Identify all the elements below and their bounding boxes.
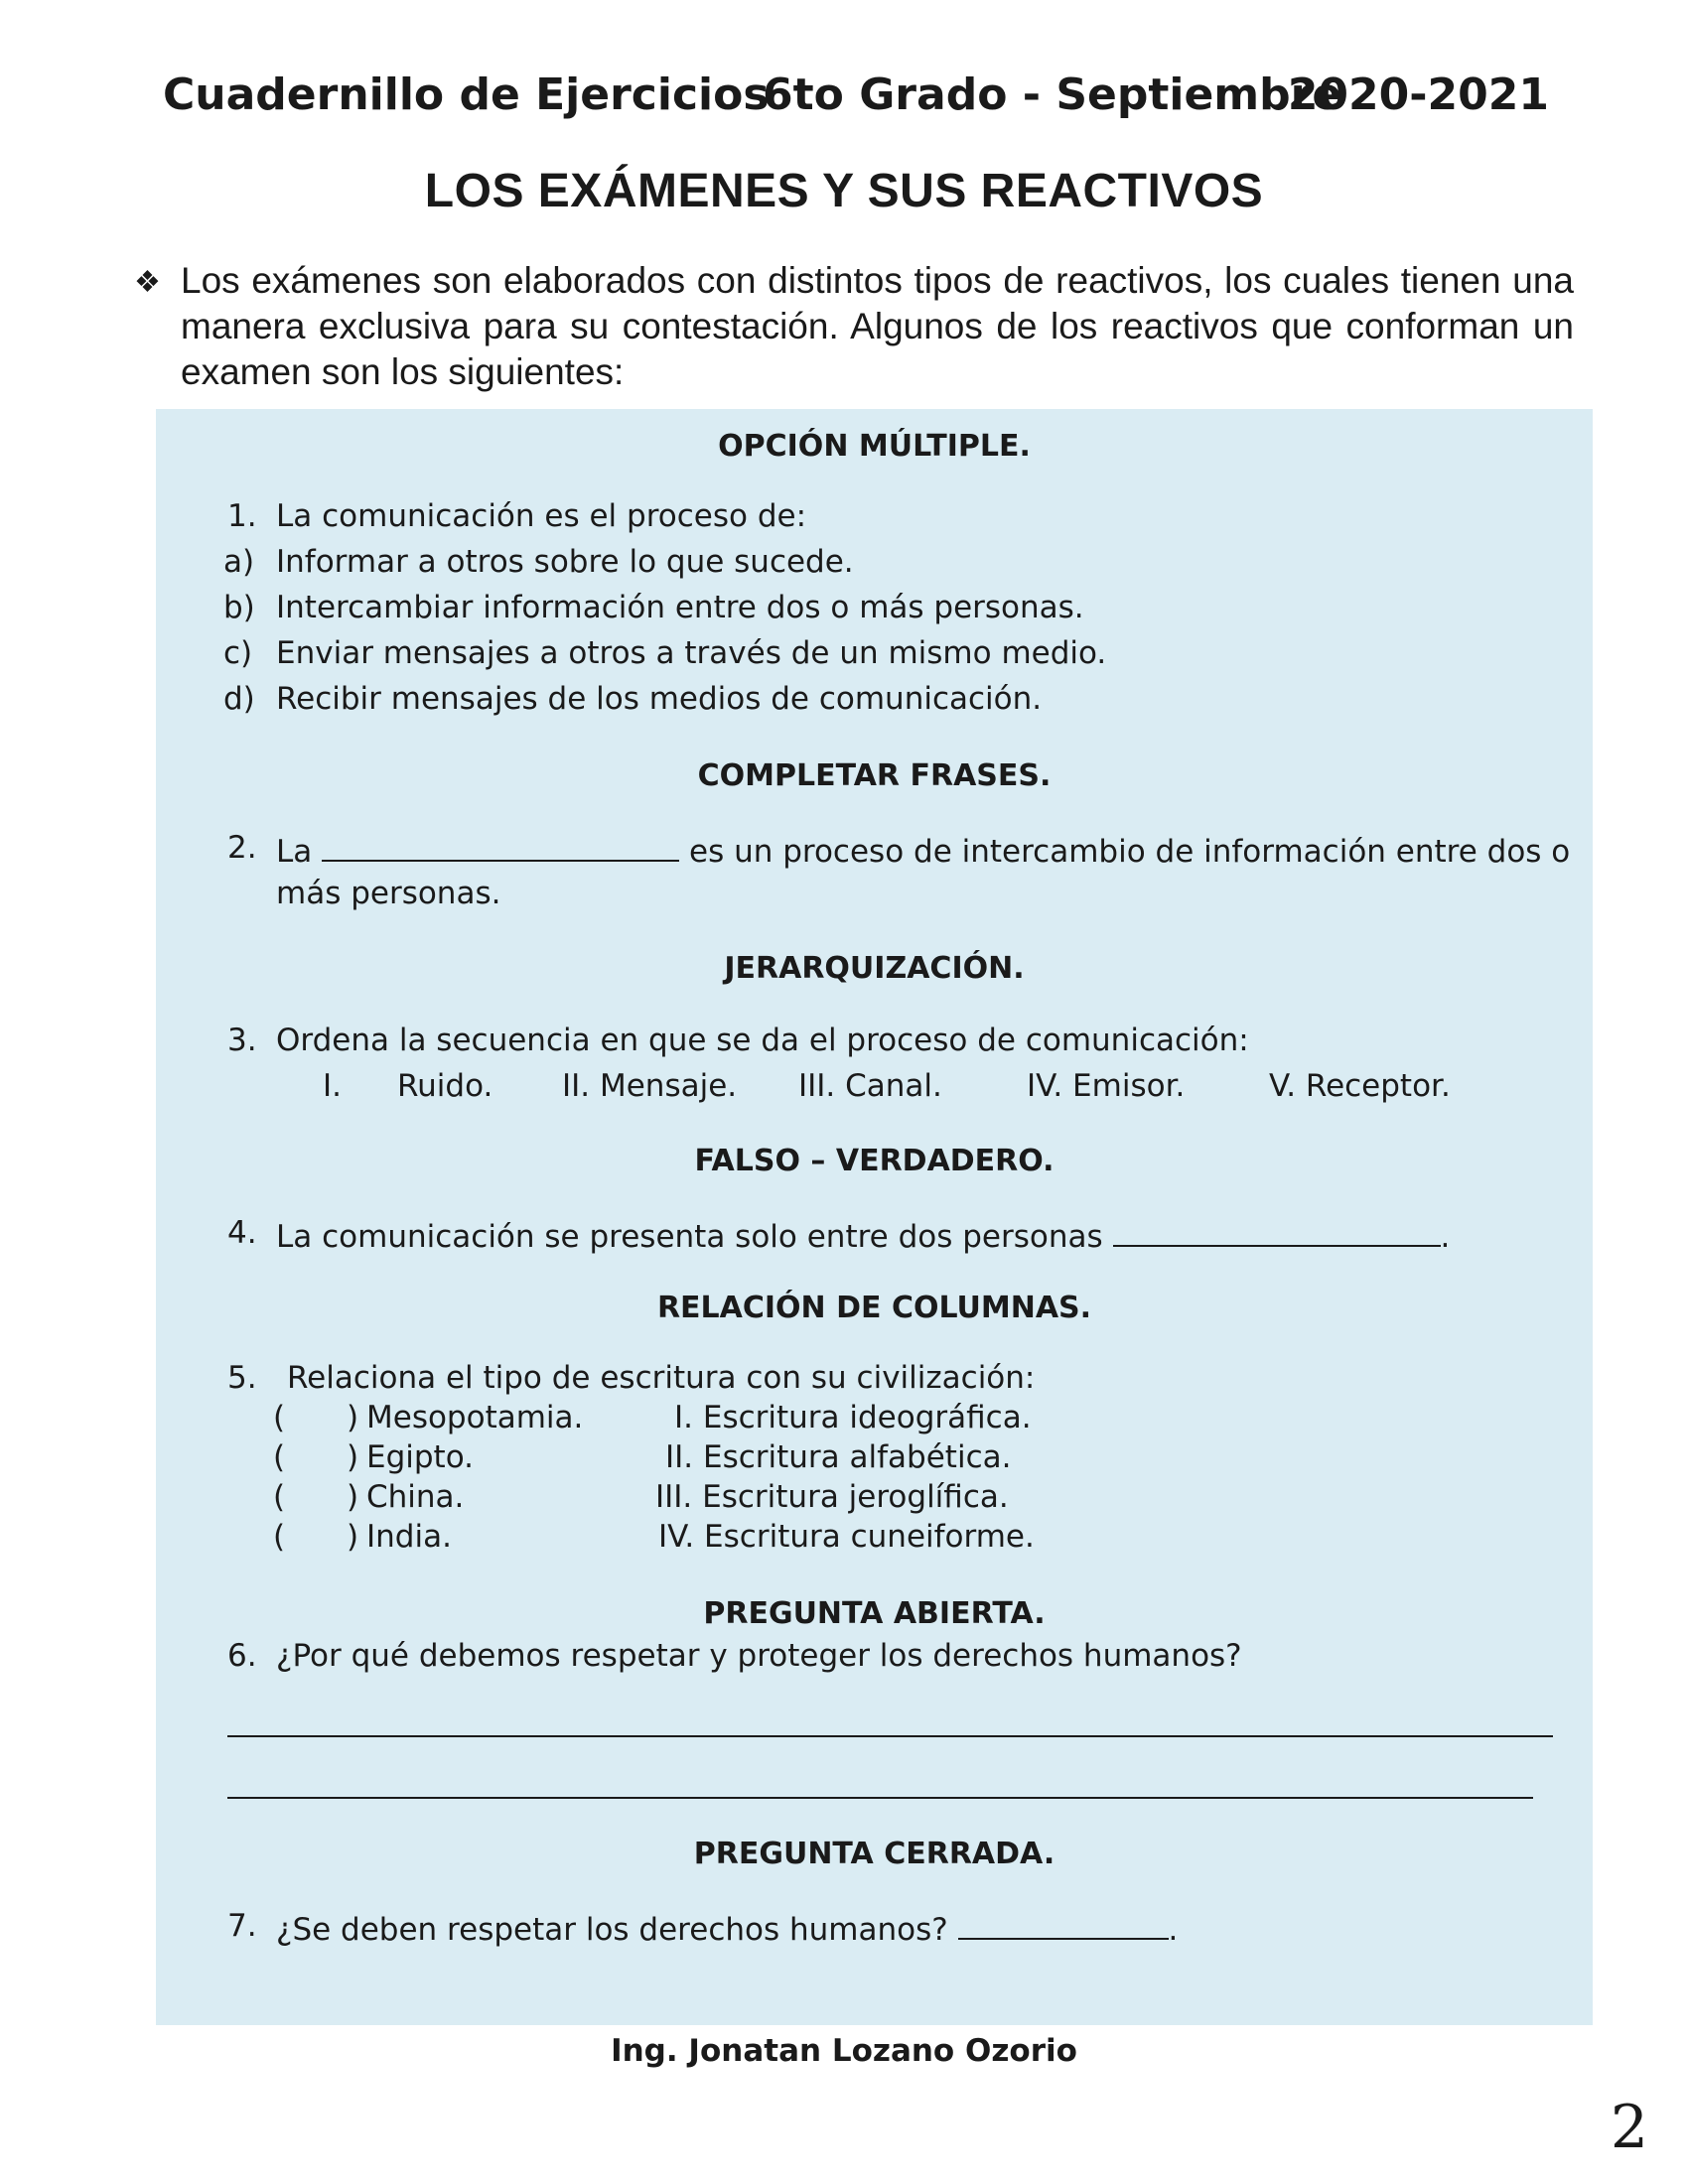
question-number: 3. [227, 1023, 257, 1058]
intro-paragraph [134, 258, 1574, 395]
question-text: Ordena la secuencia en que se da el proceso de comunicación: [276, 1023, 1249, 1058]
answer-line[interactable] [227, 1735, 1553, 1737]
question-text: ¿Por qué debemos respetar y proteger los derechos humanos? [276, 1638, 1242, 1674]
paren-open: ( [273, 1439, 286, 1475]
sequence-item: II. Mensaje. [562, 1068, 738, 1104]
section-heading-falso-verdadero: FALSO – VERDADERO. [694, 1144, 1055, 1178]
question-number: 6. [227, 1638, 257, 1674]
writing-type-label: I. Escritura ideográfica. [674, 1400, 1032, 1435]
civilization-label: Egipto. [366, 1439, 474, 1475]
question-number: 1. [227, 498, 257, 534]
civilization-label: India. [366, 1519, 452, 1555]
question-text: La comunicación se presenta solo entre dos personas [276, 1219, 1103, 1255]
option-text: Informar a otros sobre lo que sucede. [276, 544, 854, 580]
answer-blank[interactable] [958, 1908, 1169, 1940]
match-answer-slot[interactable] [289, 1519, 347, 1555]
option-letter: c) [223, 635, 253, 671]
section-heading-completar-frases: COMPLETAR FRASES. [697, 758, 1052, 793]
question-number: 2. [227, 830, 257, 866]
question-end: . [1168, 1912, 1179, 1948]
question-number: 4. [227, 1215, 257, 1251]
page-header [159, 69, 1549, 129]
header-school-year: 2020-2021 [1287, 69, 1549, 120]
match-answer-slot[interactable] [289, 1479, 347, 1515]
writing-type-label: II. Escritura alfabética. [665, 1439, 1012, 1475]
paren-close: ) [347, 1439, 359, 1475]
civilization-label: Mesopotamia. [366, 1400, 584, 1435]
question-text-before: La [276, 834, 313, 870]
question-text: ¿Se deben respetar los derechos humanos? [276, 1912, 948, 1948]
section-heading-pregunta-abierta: PREGUNTA ABIERTA. [703, 1596, 1046, 1631]
sequence-item: V. Receptor. [1269, 1068, 1451, 1104]
option-letter: d) [223, 681, 255, 717]
writing-type-label: IV. Escritura cuneiforme. [658, 1519, 1035, 1555]
civilization-label: China. [366, 1479, 465, 1515]
match-answer-slot[interactable] [289, 1439, 347, 1475]
paren-close: ) [347, 1400, 359, 1435]
sequence-item: Ruido. [397, 1068, 493, 1104]
exam-examples-box [156, 409, 1593, 2025]
section-heading-jerarquizacion: JERARQUIZACIÓN. [724, 951, 1025, 986]
sequence-item: I. [323, 1068, 342, 1104]
page-title: LOS EXÁMENES Y SUS REACTIVOS [424, 165, 1264, 217]
bullet-icon: ❖ [134, 266, 161, 299]
section-heading-opcion-multiple: OPCIÓN MÚLTIPLE. [718, 429, 1031, 464]
question-number: 7. [227, 1908, 257, 1944]
intro-text: Los exámenes son elaborados con distintos tipos de reactivos, los cuales tienen una manera exclusiva para su contestación. Algunos de los reactivos que conforman un examen son los siguientes: [181, 260, 1574, 392]
question-2-continuation: más personas. [276, 876, 501, 911]
writing-type-label: III. Escritura jeroglífica. [655, 1479, 1009, 1515]
section-heading-pregunta-cerrada: PREGUNTA CERRADA. [693, 1837, 1055, 1871]
sequence-item: IV. Emisor. [1027, 1068, 1186, 1104]
answer-blank[interactable] [1113, 1215, 1441, 1247]
answer-line[interactable] [227, 1797, 1533, 1799]
question-text: Relaciona el tipo de escritura con su civilización: [287, 1360, 1036, 1396]
header-workbook-title: Cuadernillo de Ejercicios [163, 69, 770, 120]
question-text: La comunicación es el proceso de: [276, 498, 807, 534]
sequence-item: III. Canal. [798, 1068, 942, 1104]
section-heading-relacion-columnas: RELACIÓN DE COLUMNAS. [656, 1291, 1092, 1325]
fill-in-blank[interactable] [322, 830, 679, 862]
option-letter: b) [223, 590, 255, 625]
paren-open: ( [273, 1400, 286, 1435]
header-grade-month: 6to Grado - Septiembre [763, 69, 1342, 120]
option-text: Intercambiar información entre dos o más personas. [276, 590, 1084, 625]
question-end: . [1440, 1219, 1451, 1255]
question-number: 5. [227, 1360, 257, 1396]
match-answer-slot[interactable] [289, 1400, 347, 1435]
page-number: 2 [1610, 2093, 1648, 2162]
option-text: Recibir mensajes de los medios de comunicación. [276, 681, 1043, 717]
paren-open: ( [273, 1519, 286, 1555]
question-text-after: es un proceso de intercambio de información entre dos o [689, 834, 1571, 870]
paren-open: ( [273, 1479, 286, 1515]
option-text: Enviar mensajes a otros a través de un mismo medio. [276, 635, 1107, 671]
author-footer: Ing. Jonatan Lozano Ozorio [611, 2033, 1077, 2069]
paren-close: ) [347, 1519, 359, 1555]
option-letter: a) [223, 544, 255, 580]
paren-close: ) [347, 1479, 359, 1515]
